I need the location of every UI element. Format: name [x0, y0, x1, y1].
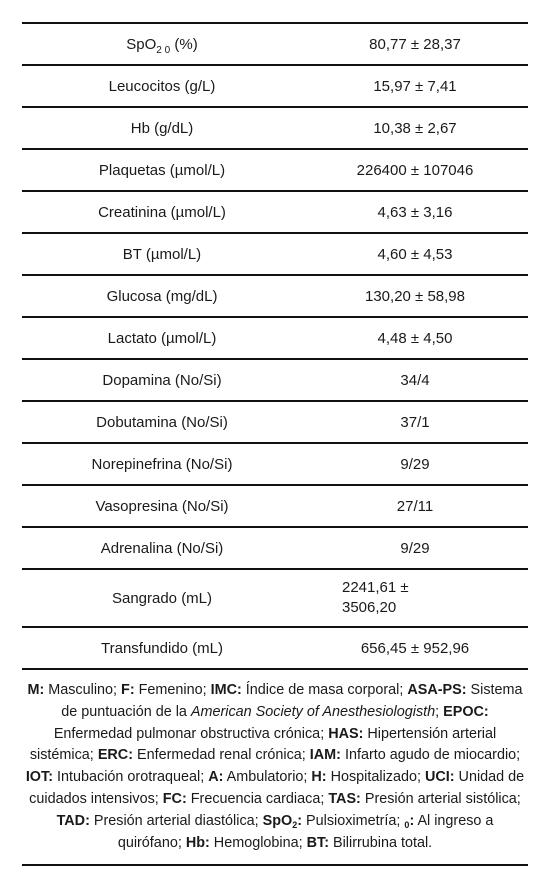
table-row: [22, 569, 528, 627]
row-label: Hb (g/dL): [22, 107, 302, 149]
row-value: 37/1: [302, 401, 528, 443]
row-label: Sangrado (mL): [22, 569, 302, 627]
clinical-data-table: [22, 24, 528, 670]
row-label: Norepinefrina (No/Si): [22, 443, 302, 485]
table-row: [22, 401, 528, 443]
table-row: [22, 233, 528, 275]
row-value: 656,45 ± 952,96: [302, 627, 528, 669]
row-label: Leucocitos (g/L): [22, 65, 302, 107]
row-value: 130,20 ± 58,98: [302, 275, 528, 317]
row-label: Plaquetas (µmol/L): [22, 149, 302, 191]
row-label: BT (µmol/L): [22, 233, 302, 275]
row-value: 4,60 ± 4,53: [302, 233, 528, 275]
row-value: 4,48 ± 4,50: [302, 317, 528, 359]
row-label: Dopamina (No/Si): [22, 359, 302, 401]
row-value: 10,38 ± 2,67: [302, 107, 528, 149]
table-row: [22, 527, 528, 569]
table-row: [22, 24, 528, 65]
table-row: [22, 65, 528, 107]
row-label: Creatinina (µmol/L): [22, 191, 302, 233]
table-row: [22, 627, 528, 669]
row-value: 80,77 ± 28,37: [302, 24, 528, 65]
table-footnote: M: Masculino; F: Femenino; IMC: Índice de masa corporal; ASA-PS: Sistema de puntuación de la American Society of Anesthesiologisth; EPOC: Enfermedad pulmonar obstructiva crónica; HAS: Hipertensión arterial sistémica; ERC: Enfermedad renal crónica; IAM: Infarto agudo de miocardio; IOT: Intubación orotraqueal; A: Ambulatorio; H: Hospitalizado; UCI: Unidad de cuidados intensivos; FC: Frecuencia cardiaca; TAS: Presión arterial sistólica; TAD: Presión arterial diastólica; SpO$_2$: Pulsioximetría; $_0$: Al ingreso a quirófano; Hb: Hemoglobina; BT: Bilirrubina total.: [22, 670, 528, 866]
row-value: 9/29: [302, 443, 528, 485]
table-row: [22, 443, 528, 485]
document-page: [22, 0, 528, 866]
row-label: Dobutamina (No/Si): [22, 401, 302, 443]
table-row: [22, 107, 528, 149]
row-label: Vasopresina (No/Si): [22, 485, 302, 527]
row-value: 34/4: [302, 359, 528, 401]
row-value: 15,97 ± 7,41: [302, 65, 528, 107]
row-value: 9/29: [302, 527, 528, 569]
table-top-rule: [22, 0, 528, 24]
row-label: Adrenalina (No/Si): [22, 527, 302, 569]
row-value: 226400 ± 107046: [302, 149, 528, 191]
table-row: [22, 191, 528, 233]
row-value: 4,63 ± 3,16: [302, 191, 528, 233]
table-row: [22, 359, 528, 401]
table-row: [22, 275, 528, 317]
table-row: [22, 149, 528, 191]
row-value: 27/11: [302, 485, 528, 527]
table-row: [22, 317, 528, 359]
row-label: Lactato (µmol/L): [22, 317, 302, 359]
row-label: Transfundido (mL): [22, 627, 302, 669]
table-row: [22, 485, 528, 527]
row-label: Glucosa (mg/dL): [22, 275, 302, 317]
row-value: 2241,61 ± 3506,20: [302, 569, 528, 627]
row-label: SpO$_{2 0}$ (%): [22, 24, 302, 65]
